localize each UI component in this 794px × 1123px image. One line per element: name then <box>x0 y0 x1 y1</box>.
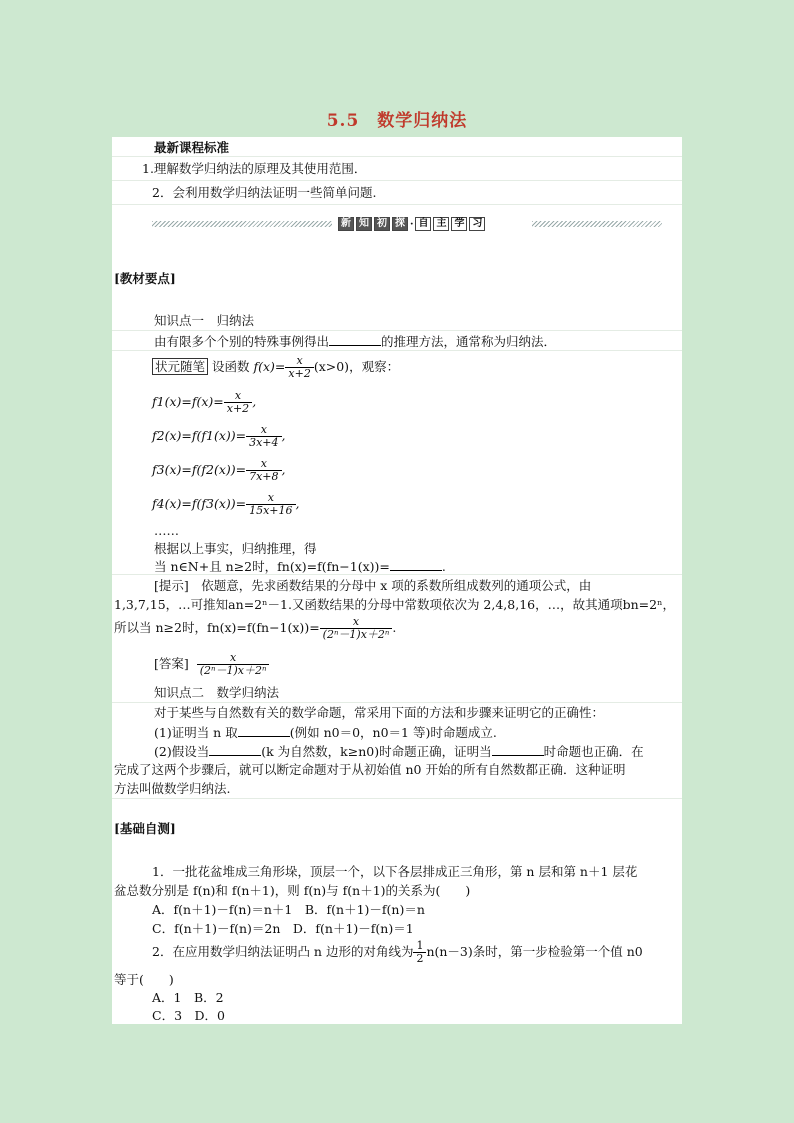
banner-tag: 主 <box>433 217 449 231</box>
divider <box>112 156 682 157</box>
divider <box>112 180 682 181</box>
section-heading: [教材要点] <box>114 271 176 286</box>
banner-tags <box>338 217 485 231</box>
banner-tag: 知 <box>356 217 372 231</box>
k2-text-3: 完成了这两个步骤后，就可以断定命题对于从初始值 n0 开始的所有自然数都正确．这种证明 <box>114 762 626 777</box>
banner-tag: 学 <box>451 217 467 231</box>
ellipsis: …… <box>154 523 179 538</box>
banner-dot: · <box>410 218 414 230</box>
divider <box>112 204 682 205</box>
f3-formula: f3(x)=f(f2(x))= $\frac{x}{7x+8}$ , <box>152 457 286 483</box>
divider <box>112 330 682 331</box>
banner-tag: 探 <box>392 217 408 231</box>
k2-step-1: (1)证明当 n 取 (例如 n0＝0，n0＝1 等)时命题成立. <box>154 725 497 740</box>
divider <box>112 350 682 351</box>
question-line: 当 n∈N+且 n≥2时，fn(x)=f(fn−1(x))= . <box>154 559 446 574</box>
divider <box>112 798 682 799</box>
document-page <box>112 137 682 1024</box>
question-1-options-cd: C．f(n＋1)－f(n)＝2n D．f(n＋1)－f(n)＝1 <box>152 921 414 936</box>
question-1-line-2: 盆总数分别是 f(n)和 f(n＋1)，则 f(n)与 f(n＋1)的关系为( ) <box>114 883 471 898</box>
banner-tag: 新 <box>338 217 354 231</box>
standard-1: 1.理解数学归纳法的原理及其使用范围． <box>142 161 367 176</box>
banner-hatch-left <box>152 221 332 227</box>
page-title: 5.5 数学归纳法 <box>326 111 468 131</box>
knowledge-point-2-title: 知识点二 数学归纳法 <box>154 685 280 700</box>
banner-hatch-right <box>532 221 662 227</box>
answer-line: [答案] $\frac{x}{\text{(2ⁿ－1)x＋2ⁿ}}$ <box>154 651 269 677</box>
k2-text: 对于某些与自然数有关的数学命题，常采用下面的方法和步骤来证明它的正确性： <box>154 705 605 720</box>
course-standard-title: 最新课程标准 <box>154 140 230 155</box>
question-2-options-ab: A．1 B．2 <box>152 990 224 1005</box>
question-1-options-ab: A．f(n＋1)－f(n)＝n＋1 B．f(n＋1)－f(n)＝n <box>152 902 425 917</box>
blank <box>329 333 381 346</box>
question-2-line-2: 等于( ) <box>114 972 174 987</box>
banner-tag: 习 <box>469 217 485 231</box>
zhuangyuan-badge: 状元随笔 <box>152 358 208 375</box>
section-heading: [基础自测] <box>114 821 176 836</box>
knowledge-point-1-text: 由有限多个个别的特殊事例得出 的推理方法，通常称为归纳法． <box>154 334 557 349</box>
hint-line-3: 所以当 n≥2时，fn(x)=f(fn−1(x))= $\frac{x}{\text{(2ⁿ－1)x＋2ⁿ}}$ . <box>114 615 397 641</box>
banner-tag: 自 <box>415 217 431 231</box>
divider <box>112 574 682 575</box>
banner-tag: 初 <box>374 217 390 231</box>
k2-step-2: (2)假设当 (k 为自然数，k≥n0)时命题正确，证明当 时命题也正确．在 <box>154 744 644 759</box>
k2-text-4: 方法叫做数学归纳法. <box>114 781 231 796</box>
f2-formula: f2(x)=f(f1(x))= $\frac{x}{3x+4}$ , <box>152 423 286 449</box>
section-banner <box>152 217 662 231</box>
observe-line: 状元随笔 设函数 f(x)= $\frac{x}{x+2}$ (x>0)，观察： <box>152 355 399 380</box>
induction-text: 根据以上事实，归纳推理，得 <box>154 541 317 556</box>
standard-2: 2．会利用数学归纳法证明一些简单问题. <box>152 185 377 200</box>
question-2-line-1: 2．在应用数学归纳法证明凸 n 边形的对角线为 $\frac{1}{2}$ n(n－3)条时，第一步检验第一个值 n0 <box>152 939 643 965</box>
f1-formula: f1(x)=f(x)= $\frac{x}{x+2}$ , <box>152 389 257 415</box>
hint-line-1: [提示] 依题意，先求函数结果的分母中 x 项的系数所组成数列的通项公式，由 <box>154 578 592 593</box>
knowledge-point-1-title: 知识点一 归纳法 <box>154 313 255 328</box>
f4-formula: f4(x)=f(f3(x))= $\frac{x}{15x+16}$ , <box>152 491 300 517</box>
fraction: $\frac{x}{x+2}$ <box>285 355 313 380</box>
question-2-options-cd: C．3 D．0 <box>152 1008 225 1023</box>
question-1-line-1: 1．一批花盆堆成三角形垛，顶层一个，以下各层排成正三角形，第 n 层和第 n＋1 层花 <box>152 864 638 879</box>
divider <box>112 702 682 703</box>
hint-line-2: 1,3,7,15，…可推知an=2ⁿ－1.又函数结果的分母中常数项依次为 2,4,8,16，…，故其通项bn=2ⁿ， <box>114 597 675 612</box>
